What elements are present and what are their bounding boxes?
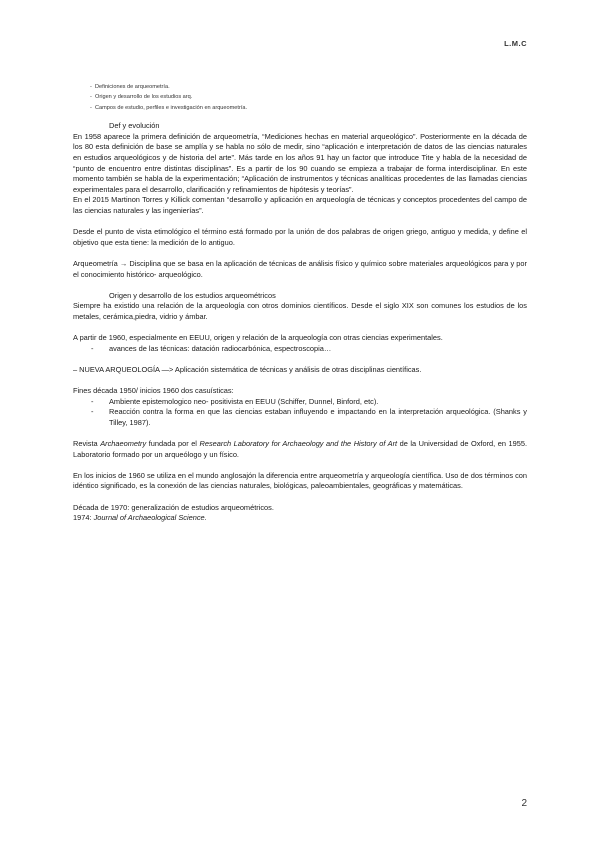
list-item: - avances de las técnicas: datación radiocarbónica, espectroscopia… [73, 344, 527, 355]
toc-item: - Definiciones de arqueometría. [73, 82, 527, 92]
page-content [73, 82, 527, 524]
paragraph-etymology: Desde el punto de vista etimológico el término está formado por la unión de dos palabras de origen griego, antiguo y medida, y define el objetivo que esta tiene: la medición de lo antiguo. [73, 227, 527, 247]
section-heading-origin: Origen y desarrollo de los estudios arqueométricos [109, 290, 276, 300]
header-initials: L.M.C [504, 39, 527, 48]
revista-lab-name: Research Laboratory for Archaeology and the History of Art [199, 439, 398, 449]
paragraph-relation-sciences: Siempre ha existido una relación de la arqueología con otros dominios científicos. Desde el siglo XIX son comunes los estudios de los metales, cerámica,piedra, vidrio y ámbar. [73, 301, 527, 321]
paragraph-revista [73, 439, 527, 460]
paragraph-anglosajon: En los inicios de 1960 se utiliza en el mundo anglosajón la diferencia entre arqueometría y arqueología científica. Uso de dos términos con idéntico significado, es la conexión de las ciencias naturales, biológicas, paleoambientales, geográficas y matemáticas. [73, 470, 527, 491]
list-techniques [73, 344, 527, 355]
table-of-contents [73, 82, 527, 113]
toc-item: - Campos de estudio, perfiles e investigación en arqueometría. [73, 103, 527, 113]
list-item: - Reacción contra la forma en que las ciencias estaban influyendo e impactando en la interpretación arqueológica. (Shanks y Tilley, 1987). [73, 407, 527, 428]
list-casuisticas [73, 397, 527, 429]
section-heading-definition: Def y evolución [109, 121, 160, 131]
paragraph-definition-history: En 1958 aparece la primera definición de arqueometría, “Mediciones hechas en material arqueológico”. Posteriormente en la década de los 80 esta definición de base se amplía y se habla no sólo de medir, sino “aplicación e interpretación de datos de las ciencias naturales en estudios arqueológicos y de historia del arte”. Más tarde en los años 91 hay un factor que introduce Tite y habla de la necesidad de “punto de encuentro entre distintas disciplinas”. Es a partir de los 90 cuando se empieza a trabajar de forma interdisciplinar. En este momento también se habla de la experimentación; “Aplicación de instrumentos y técnicas analíticas procedentes de las llamadas ciencias experimentales para el desarrollo, clarificación y refinamientos de hipótesis y teorías”. [73, 131, 527, 194]
paragraph-nueva-arqueologia: – NUEVA ARQUEOLOGÍA —> Aplicación sistemática de técnicas y análisis de otras disciplinas científicas. [73, 364, 422, 374]
paragraph-1960: A partir de 1960, especialmente en EEUU, origen y relación de la arqueología con otras ciencias experimentales. [73, 333, 443, 343]
revista-post: de la Universidad de Oxford, en 1955. Laboratorio formado por un arqueólogo y un físico. [73, 439, 528, 459]
page-number: 2 [521, 798, 527, 809]
paragraph-martinon-torres: En el 2015 Martinon Torres y Killick comentan “desarrollo y aplicación en arqueología de técnicas y conceptos procedentes del campo de las ciencias naturales y las ingenierías”. [73, 195, 527, 215]
paragraph-arqueometria-definition: Arqueometría → Disciplina que se basa en la aplicación de técnicas de análisis físico y químico sobre materiales arqueológicos para y por el conocimiento histórico- arqueológico. [73, 258, 527, 279]
revista-pre: Revista [73, 439, 101, 449]
paragraph-fines-decada: Fines década 1950/ inicios 1960 dos casuísticas: [73, 386, 234, 396]
paragraph-1974 [73, 513, 527, 524]
toc-item: - Origen y desarrollo de los estudios arq. [73, 92, 527, 102]
list-item: - Ambiente epistemologico neo- positivista en EEUU (Schiffer, Dunnel, Binford, etc). [73, 397, 527, 408]
paragraph-decada-1970: Década de 1970: generalización de estudios arqueométricos. [73, 502, 274, 512]
journal-archaeological-science: Journal of Archaeological Science. [93, 513, 207, 523]
revista-journal-title: Archaeometry [100, 439, 147, 449]
year-1974: 1974: [73, 513, 94, 523]
revista-mid: fundada por el [146, 439, 200, 449]
